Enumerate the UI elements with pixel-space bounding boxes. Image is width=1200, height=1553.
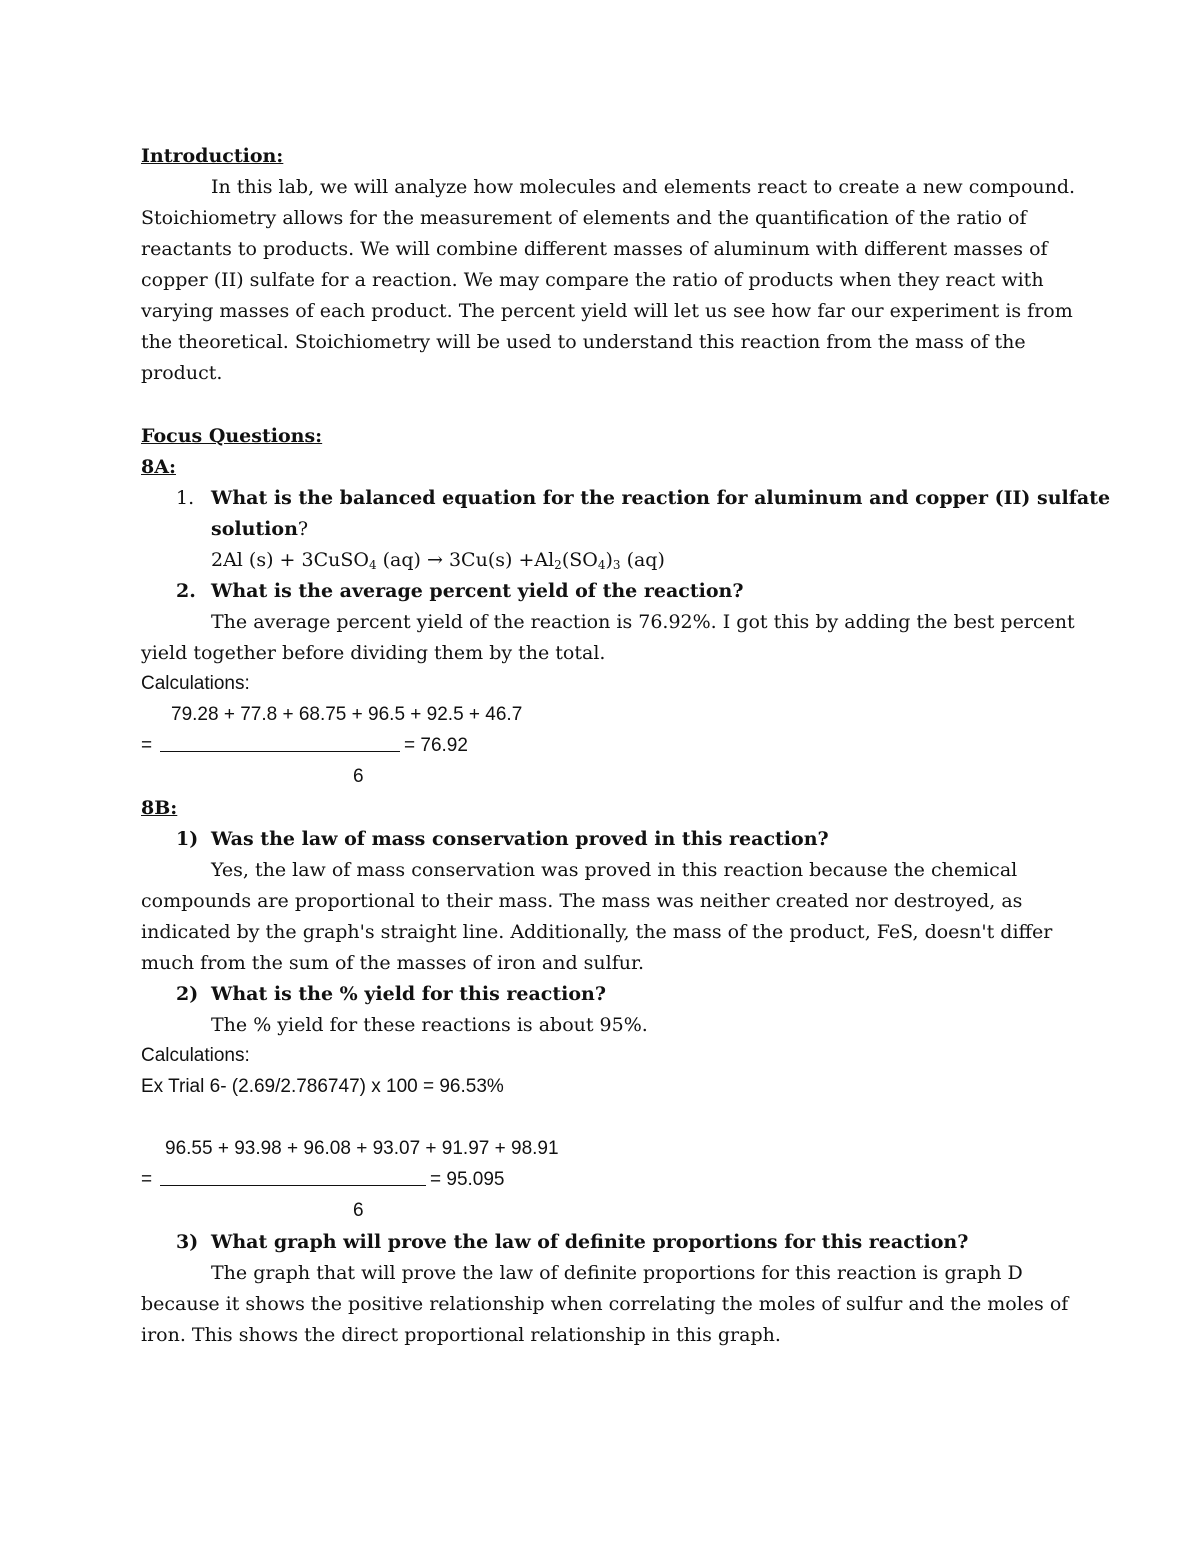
question-8b-1: Was the law of mass conservation proved in this reaction?: [211, 828, 829, 850]
question-8a-1-bold: solution: [211, 518, 298, 540]
equation-part: ): [605, 549, 613, 571]
introduction-heading: Introduction:: [141, 145, 284, 167]
introduction-line: In this lab, we will analyze how molecules and elements react to create a new compound.: [211, 176, 1076, 198]
question-number: 1.: [176, 487, 195, 509]
introduction-line: varying masses of each product. The percent yield will let us see how far our experiment is from: [141, 300, 1073, 322]
answer-8b-2: The % yield for these reactions is about 95%.: [211, 1014, 648, 1036]
fraction-bar: [160, 1168, 426, 1192]
question-8a-1-continued: [211, 517, 308, 541]
introduction-line: the theoretical. Stoichiometry will be used to understand this reaction from the mass of the: [141, 331, 1026, 353]
equation-subscript: 2: [554, 558, 562, 572]
focus-questions-heading: Focus Questions:: [141, 425, 323, 447]
equation-part: (aq): [620, 549, 665, 571]
answer-8b-1-line: Yes, the law of mass conservation was proved in this reaction because the chemical: [211, 859, 1018, 881]
equation-part: (aq) → 3Cu(s) +Al: [376, 549, 555, 571]
equation-subscript: 4: [368, 558, 377, 572]
answer-8b-3-line: because it shows the positive relationship when correlating the moles of sulfur and the moles of: [141, 1293, 1069, 1315]
question-number: 1): [176, 828, 199, 850]
question-number: 2.: [176, 580, 196, 602]
calculation-numerator: 79.28 + 77.8 + 68.75 + 96.5 + 92.5 + 46.7: [171, 704, 523, 725]
calculation-equals: =: [141, 1169, 153, 1190]
equation-subscript: 3: [612, 558, 621, 572]
equation-part: 2Al (s) + 3CuSO: [211, 549, 369, 571]
equation-part: (SO: [561, 549, 598, 571]
question-number: 2): [176, 983, 199, 1005]
calculation-result: = 76.92: [404, 735, 468, 756]
question-8a-1-mark: ?: [297, 518, 309, 540]
calculations-label: Calculations:: [141, 673, 250, 694]
calculations-label: Calculations:: [141, 1045, 250, 1066]
introduction-line: copper (II) sulfate for a reaction. We may compare the ratio of products when they react with: [141, 269, 1044, 291]
introduction-line: product.: [141, 362, 223, 384]
answer-8b-3-line: iron. This shows the direct proportional relationship in this graph.: [141, 1324, 781, 1346]
answer-8a-2-line: The average percent yield of the reaction is 76.92%. I got this by adding the best percent: [211, 611, 1075, 633]
section-8a-label: 8A:: [141, 456, 176, 478]
question-8b-3: What graph will prove the law of definite proportions for this reaction?: [211, 1231, 969, 1253]
answer-8b-1-line: compounds are proportional to their mass. The mass was neither created nor destroyed, as: [141, 890, 1023, 912]
question-8a-2: What is the average percent yield of the reaction?: [211, 580, 744, 602]
calculation-result: = 95.095: [430, 1169, 505, 1190]
answer-8b-1-line: much from the sum of the masses of iron and sulfur.: [141, 952, 645, 974]
equation-subscript: 4: [597, 558, 606, 572]
question-8a-1: What is the balanced equation for the reaction for aluminum and copper (II) sulfate: [211, 487, 1111, 509]
introduction-line: Stoichiometry allows for the measurement of elements and the quantification of the ratio of: [141, 207, 1027, 229]
section-8b-label: 8B:: [141, 797, 178, 819]
answer-8b-1-line: indicated by the graph's straight line. Additionally, the mass of the product, FeS, doesn't differ: [141, 921, 1053, 943]
balanced-equation: [211, 548, 665, 572]
question-number: 3): [176, 1231, 199, 1253]
answer-8b-3-line: The graph that will prove the law of definite proportions for this reaction is graph D: [211, 1262, 1023, 1284]
fraction-bar: [160, 734, 400, 758]
calculation-equals: =: [141, 735, 153, 756]
introduction-line: reactants to products. We will combine different masses of aluminum with different masses of: [141, 238, 1048, 260]
calculation-numerator: 96.55 + 93.98 + 96.08 + 93.07 + 91.97 + 98.91: [165, 1138, 559, 1159]
calculation-denominator: 6: [353, 766, 364, 787]
calculation-denominator: 6: [353, 1200, 364, 1221]
trial-6-example: Ex Trial 6- (2.69/2.786747) x 100 = 96.53%: [141, 1076, 504, 1097]
answer-8a-2-line: yield together before dividing them by the total.: [141, 642, 606, 664]
question-8b-2: What is the % yield for this reaction?: [211, 983, 606, 1005]
